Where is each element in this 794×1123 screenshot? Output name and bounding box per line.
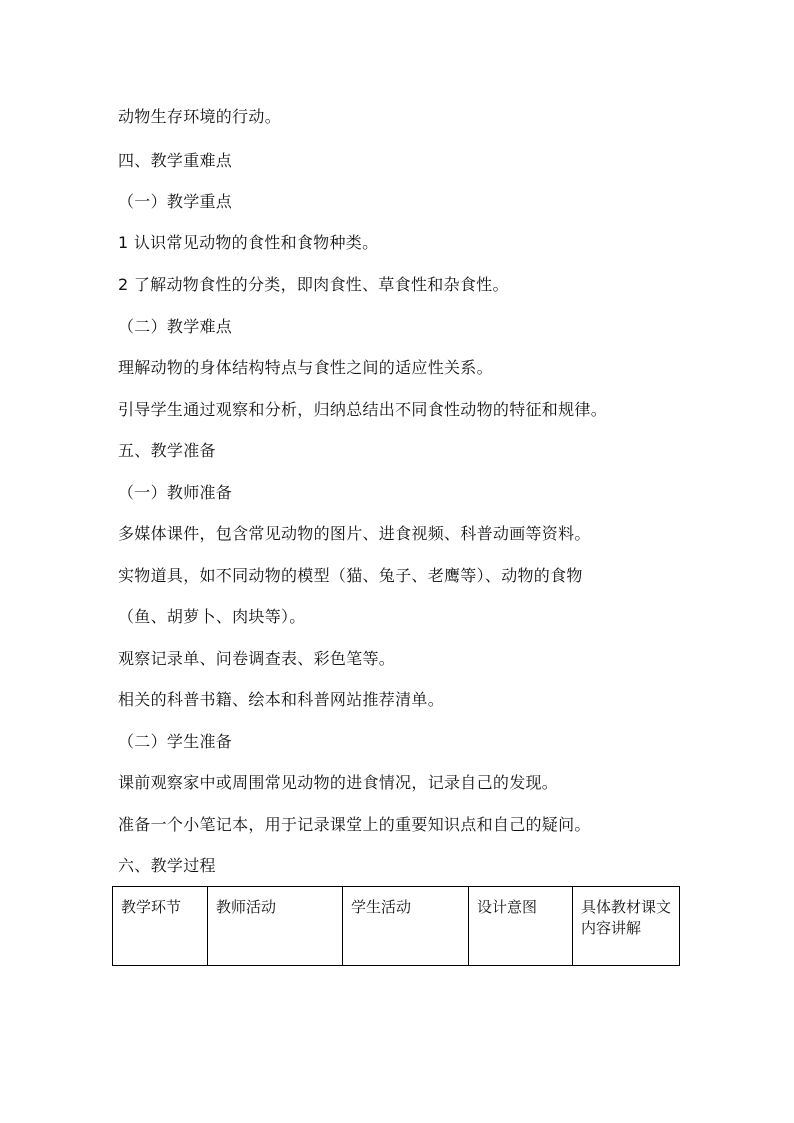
table-header-cell: 设计意图 [469,887,573,966]
subsection-heading-difficulties: （二）教学难点 [118,317,233,336]
section-heading-5: 五、教学准备 [118,441,216,460]
key-point-1: 1 认识常见动物的食性和食物种类。 [118,233,379,252]
teacher-prep-1: 多媒体课件，包含常见动物的图片、进食视频、科普动画等资料。 [118,524,591,543]
student-prep-2: 准备一个小笔记本，用于记录课堂上的重要知识点和自己的疑问。 [118,815,591,834]
table-header-cell: 教师活动 [208,887,343,966]
table-header-cell: 学生活动 [343,887,469,966]
subsection-heading-key-points: （一）教学重点 [118,192,233,211]
table-header-row [113,887,680,966]
paragraph-continuation: 动物生存环境的行动。 [118,107,282,126]
teaching-process-table [112,886,680,966]
teacher-prep-4: 相关的科普书籍、绘本和科普网站推荐清单。 [118,690,445,709]
key-point-2: 2 了解动物食性的分类，即肉食性、草食性和杂食性。 [118,275,509,294]
subsection-heading-student-prep: （二）学生准备 [118,732,233,751]
difficulty-2: 引导学生通过观察和分析，归纳总结出不同食性动物的特征和规律。 [118,400,608,419]
subsection-heading-teacher-prep: （一）教师准备 [118,483,233,502]
table-header-cell: 具体教材课文内容讲解 [573,887,680,966]
teacher-prep-2-cont: （鱼、胡萝卜、肉块等）。 [118,607,306,626]
difficulty-1: 理解动物的身体结构特点与食性之间的适应性关系。 [118,358,493,377]
student-prep-1: 课前观察家中或周围常见动物的进食情况，记录自己的发现。 [118,773,559,792]
section-heading-6: 六、教学过程 [118,856,216,875]
table-header-cell: 教学环节 [113,887,208,966]
teacher-prep-3: 观察记录单、问卷调查表、彩色笔等。 [118,649,396,668]
section-heading-4: 四、教学重难点 [118,151,233,170]
teacher-prep-2: 实物道具，如不同动物的模型（猫、兔子、老鹰等）、动物的食物 [118,566,583,585]
